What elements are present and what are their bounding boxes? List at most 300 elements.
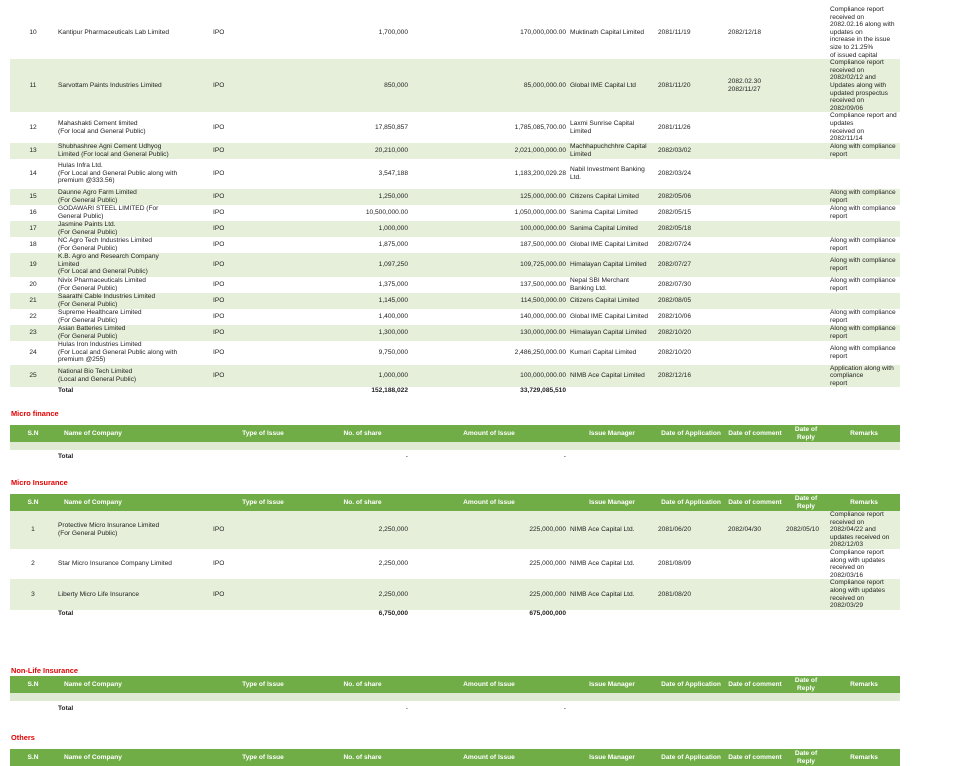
row-amount: 170,000,000.00 [410,6,568,59]
row-remarks [828,579,900,609]
row-company-name [56,309,211,325]
row-remarks-line: Along with compliance report [830,309,896,324]
row-remarks-line: 2082/04/22 and updates received on [830,526,890,541]
row-date-reply [784,189,828,205]
row-date-reply [784,365,828,388]
row-amount: 109,725,000.00 [410,253,568,277]
row-remarks [828,189,900,205]
row-company-name [56,143,211,159]
hdr-date-comment: Date of comment [726,494,784,511]
hdr-sn: S.N [10,425,56,442]
row-date-reply [784,205,828,221]
row-sn: 2 [10,549,56,579]
table-row [10,549,900,579]
row-shares: 1,250,000 [315,189,410,205]
row-amount: 140,000,000.00 [410,309,568,325]
row-date-application: 2081/11/20 [656,59,726,112]
row-company-name-line: General Public) [58,212,104,220]
row-issue-type: IPO [211,309,315,325]
non-life-total-amount: - [410,701,568,715]
row-sn: 15 [10,189,56,205]
row-amount: 1,050,000,000.00 [410,205,568,221]
row-date-comment [726,549,784,579]
row-date-reply [784,143,828,159]
row-company-name-line: Saarathi Cable Industries Limited [58,293,156,301]
row-company-name-line: Shubhashree Agni Cement Udhyog [58,143,162,151]
row-company-name [56,325,211,341]
row-amount: 85,000,000.00 [410,59,568,112]
table-row [10,205,900,221]
row-date-application: 2081/06/20 [656,511,726,549]
row-shares: 10,500,000.00 [315,205,410,221]
row-company-name [56,341,211,365]
row-company-name-line: (For General Public) [58,316,118,324]
row-company-name [56,549,211,579]
main-total-shares: 152,188,022 [315,387,410,395]
micro-finance-title: Micro finance [11,409,59,419]
row-issue-manager: NIMB Ace Capital Ltd. [568,511,656,549]
row-remarks-line: 2082/02/12 and Updates along with [830,74,887,89]
row-issue-manager: NIMB Ace Capital Ltd. [568,579,656,609]
row-company-name [56,365,211,388]
micro-finance-table [10,425,900,464]
row-remarks-line: Along with compliance report [830,345,896,360]
row-company-name-line: (For local and General Public) [58,127,146,135]
hdr-name: Name of Company [56,749,211,766]
row-date-comment [726,579,784,609]
hdr-amount: Amount of Issue [410,425,568,442]
row-sn: 20 [10,277,56,293]
hdr-sn: S.N [10,494,56,511]
row-company-name-line: K.B. Agro and Research Company [58,253,159,261]
row-amount: 225,000,000 [410,579,568,609]
hdr-date-reply: Date of Reply [784,425,828,442]
row-date-reply [784,579,828,609]
row-issue-manager: Himalayan Capital Limited [568,253,656,277]
others-header [10,749,900,766]
row-remarks-line: received on 2082/03/16 [830,564,865,579]
row-issue-type: IPO [211,365,315,388]
row-issue-type: IPO [211,205,315,221]
row-amount: 100,000,000.00 [410,221,568,237]
hdr-manager: Issue Manager [568,494,656,511]
row-date-comment [726,237,784,253]
row-remarks [828,6,900,59]
row-company-name-line: Nivix Pharmaceuticals Limited [58,277,146,285]
row-date-comment [726,112,784,142]
main-total-amount: 33,729,085,510 [410,387,568,395]
row-issue-manager: Muktinath Capital Limited [568,6,656,59]
table-row [10,143,900,159]
row-company-name [56,579,211,609]
row-amount: 100,000,000.00 [410,365,568,388]
row-issue-type: IPO [211,6,315,59]
hdr-name: Name of Company [56,494,211,511]
hdr-date-comment: Date of comment [726,425,784,442]
row-date-reply [784,237,828,253]
row-sn: 1 [10,511,56,549]
row-remarks [828,159,900,189]
hdr-shares: No. of share [315,494,410,511]
row-date-comment [726,365,784,388]
row-sn: 25 [10,365,56,388]
row-sn: 18 [10,237,56,253]
row-issue-manager: Global IME Capital Limited [568,237,656,253]
row-date-reply [784,341,828,365]
row-shares: 1,000,000 [315,365,410,388]
micro-finance-total-label: Total [56,450,211,464]
table-row [10,511,900,549]
row-issue-type: IPO [211,325,315,341]
row-date-application: 2081/08/09 [656,549,726,579]
row-company-name [56,59,211,112]
row-issue-manager: Global IME Capital Limited [568,309,656,325]
row-sn: 17 [10,221,56,237]
row-sn: 12 [10,112,56,142]
hdr-sn: S.N [10,676,56,693]
row-company-name-line: (For General Public) [58,284,118,292]
table-row [10,253,900,277]
row-remarks-line: report [830,379,848,387]
row-remarks [828,59,900,112]
row-remarks-line: Compliance report received on [830,59,884,74]
row-remarks-line: received on 2082/11/14 [830,127,865,143]
row-amount: 1,785,085,700.00 [410,112,568,142]
row-date-comment [726,341,784,365]
row-remarks-line: received on 2082/03/29 [830,594,865,610]
row-company-name-line: (Local and General Public) [58,376,137,384]
table-row [10,325,900,341]
table-row [10,6,900,59]
row-issue-manager: Sanima Capital Limited [568,205,656,221]
row-date-application: 2082/07/27 [656,253,726,277]
hdr-type: Type of Issue [211,749,315,766]
row-remarks-line: of issued capital [830,51,878,59]
row-company-name [56,112,211,142]
row-company-name-line: premium @255) [58,356,106,364]
row-remarks-line: increase in the issue size to 21.25% [830,36,891,51]
row-issue-manager: Laxmi Sunrise Capital Limited [568,112,656,142]
micro-insurance-total-label: Total [56,610,211,618]
row-issue-manager: Sanima Capital Limited [568,221,656,237]
micro-finance-total-shares: - [315,450,410,464]
row-date-application: 2082/07/24 [656,237,726,253]
row-shares: 850,000 [315,59,410,112]
main-total-label: Total [56,387,211,395]
row-company-name-line: National Bio Tech Limited [58,368,133,376]
row-shares: 1,300,000 [315,325,410,341]
row-remarks-line: Compliance report along with updates [830,549,885,564]
row-remarks [828,253,900,277]
row-date-reply [784,112,828,142]
row-company-name-line: Mahashakti Cement limited [58,119,138,127]
hdr-date-app: Date of Application [656,749,726,766]
row-date-application: 2082/05/15 [656,205,726,221]
micro-insurance-header [10,494,900,511]
row-company-name [56,6,211,59]
row-issue-manager: Global IME Capital Ltd [568,59,656,112]
hdr-name: Name of Company [56,676,211,693]
table-row [10,341,900,365]
row-shares: 17,850,857 [315,112,410,142]
hdr-date-comment: Date of comment [726,676,784,693]
row-company-name-line: Kantipur Pharmaceuticals Lab Limited [58,28,170,36]
row-date-application: 2081/11/26 [656,112,726,142]
table-row [10,293,900,309]
non-life-table [10,676,900,715]
hdr-manager: Issue Manager [568,425,656,442]
row-date-comment [726,277,784,293]
row-issue-manager: Kumari Capital Limited [568,341,656,365]
row-date-application: 2082/07/30 [656,277,726,293]
row-shares: 9,750,000 [315,341,410,365]
micro-insurance-table [10,494,900,617]
row-remarks-line: Along with compliance report [830,205,896,220]
row-shares: 3,547,188 [315,159,410,189]
row-remarks [828,511,900,549]
hdr-remarks: Remarks [828,425,900,442]
row-shares: 2,250,000 [315,511,410,549]
row-date-reply [784,325,828,341]
row-shares: 1,145,000 [315,293,410,309]
row-amount: 225,000,000 [410,549,568,579]
row-remarks-line: Along with compliance report [830,325,896,340]
non-life-total-label: Total [56,701,211,715]
row-date-comment [726,143,784,159]
micro-finance-total-row [10,450,900,464]
row-date-reply [784,159,828,189]
row-remarks-line: Application along with compliance [830,364,894,380]
row-company-name-line: Hulas Infra Ltd. [58,162,103,170]
hdr-date-app: Date of Application [656,425,726,442]
row-date-comment [726,253,784,277]
non-life-title: Non-Life Insurance [11,666,78,676]
row-issue-type: IPO [211,511,315,549]
row-company-name-line: (For Local and General Public) [58,268,148,276]
row-shares: 20,210,000 [315,143,410,159]
hdr-date-app: Date of Application [656,494,726,511]
row-issue-manager: Citizens Capital Limited [568,189,656,205]
hdr-shares: No. of share [315,425,410,442]
row-company-name-line: NC Agro Tech Industries Limited [58,237,153,245]
row-shares: 1,375,000 [315,277,410,293]
row-sn: 22 [10,309,56,325]
row-company-name-line: Asian Batteries Limited [58,325,126,333]
hdr-manager: Issue Manager [568,749,656,766]
others-title: Others [11,733,35,743]
row-date-comment [726,159,784,189]
row-shares: 1,700,000 [315,6,410,59]
row-date-application: 2081/11/19 [656,6,726,59]
row-remarks [828,293,900,309]
hdr-amount: Amount of Issue [410,676,568,693]
row-date-reply: 2082/05/10 [784,511,828,549]
row-company-name-line: Sarvottam Paints Industries Limited [58,81,162,89]
row-issue-type: IPO [211,579,315,609]
row-shares: 1,400,000 [315,309,410,325]
row-amount: 187,500,000.00 [410,237,568,253]
micro-insurance-total-row [10,610,900,618]
row-date-reply [784,309,828,325]
row-sn: 16 [10,205,56,221]
row-amount: 137,500,000.00 [410,277,568,293]
row-company-name-line: (For General Public) [58,244,118,252]
hdr-date-reply: Date of Reply [784,676,828,693]
row-company-name [56,237,211,253]
row-company-name-line: (For Local and General Public along with [58,169,178,177]
row-remarks [828,143,900,159]
row-remarks-line: Along with compliance report [830,189,896,204]
row-date-comment [726,221,784,237]
row-sn: 3 [10,579,56,609]
row-company-name-line: (For Local and General Public along with [58,348,178,356]
row-remarks-line: Along with compliance report [830,257,896,272]
table-row [10,365,900,388]
micro-insurance-total-amount: 675,000,000 [410,610,568,618]
row-issue-type: IPO [211,253,315,277]
row-amount: 125,000,000.00 [410,189,568,205]
row-remarks [828,325,900,341]
row-remarks [828,309,900,325]
row-date-comment [726,309,784,325]
row-company-name-line: Star Micro Insurance Company Limited [58,560,172,568]
hdr-shares: No. of share [315,749,410,766]
hdr-remarks: Remarks [828,494,900,511]
row-company-name [56,205,211,221]
non-life-header [10,676,900,693]
hdr-date-reply: Date of Reply [784,749,828,766]
row-amount: 1,183,200,029.28 [410,159,568,189]
row-date-application: 2082/05/18 [656,221,726,237]
row-shares: 1,875,000 [315,237,410,253]
row-shares: 1,097,250 [315,253,410,277]
row-company-name [56,221,211,237]
row-sn: 19 [10,253,56,277]
row-date-reply [784,6,828,59]
row-date-application: 2082/10/06 [656,309,726,325]
row-company-name-line: Limited (For local and General Public) [58,150,169,158]
row-date-comment [726,189,784,205]
row-issue-type: IPO [211,221,315,237]
row-company-name-line: (For General Public) [58,530,118,538]
row-remarks-line: 2082.02.16 along with updates on [830,21,895,36]
row-company-name-line: Daunne Agro Farm Limited [58,189,137,197]
row-company-name-line: (For General Public) [58,196,118,204]
row-date-application: 2081/08/20 [656,579,726,609]
row-date-comment: 2082/12/18 [726,6,784,59]
hdr-date-app: Date of Application [656,676,726,693]
row-date-reply [784,293,828,309]
row-amount: 225,000,000 [410,511,568,549]
ipo-pipeline-sheet [10,6,900,766]
row-date-reply [784,253,828,277]
row-date-reply [784,221,828,237]
hdr-amount: Amount of Issue [410,749,568,766]
row-issue-type: IPO [211,277,315,293]
table-row [10,579,900,609]
row-issue-type: IPO [211,159,315,189]
row-remarks-line: 2082/09/06 [830,104,864,112]
row-amount: 114,500,000.00 [410,293,568,309]
row-sn: 24 [10,341,56,365]
table-row [10,159,900,189]
row-date-reply [784,59,828,112]
row-date-application: 2082/05/06 [656,189,726,205]
hdr-type: Type of Issue [211,676,315,693]
row-company-name-line: (For General Public) [58,332,118,340]
row-amount: 2,486,250,000.00 [410,341,568,365]
row-company-name-line: (For General Public) [58,300,118,308]
row-remarks-line: 2082/12/03 [830,541,864,549]
table-row [10,189,900,205]
hdr-sn: S.N [10,749,56,766]
non-life-total-shares: - [315,701,410,715]
row-amount: 2,021,000,000.00 [410,143,568,159]
row-date-application: 2082/08/05 [656,293,726,309]
row-company-name-line: GODAWARI STEEL LIMITED (For [58,205,159,213]
row-date-comment [726,325,784,341]
micro-finance-header [10,425,900,442]
row-company-name [56,159,211,189]
row-issue-manager: NIMB Ace Capital Limited [568,365,656,388]
row-remarks [828,112,900,142]
row-remarks-line: Along with compliance report [830,237,896,252]
row-company-name-line: Limited [58,260,80,268]
row-date-application: 2082/10/20 [656,341,726,365]
row-company-name [56,293,211,309]
row-issue-manager: NIMB Ace Capital Ltd. [568,549,656,579]
non-life-total-row [10,701,900,715]
row-company-name [56,511,211,549]
row-issue-type: IPO [211,59,315,112]
row-issue-type: IPO [211,112,315,142]
row-company-name-line: Liberty Micro Life Insurance [58,590,139,598]
row-date-reply [784,549,828,579]
row-remarks [828,237,900,253]
row-remarks-line: Along with compliance report [830,143,896,158]
micro-insurance-total-shares: 6,750,000 [315,610,410,618]
row-shares: 2,250,000 [315,549,410,579]
row-sn: 21 [10,293,56,309]
row-shares: 2,250,000 [315,579,410,609]
row-company-name-line: Hulas Iron Industries Limited [58,341,142,349]
main-ipo-table [10,6,900,395]
row-remarks [828,365,900,388]
hdr-date-reply: Date of Reply [784,494,828,511]
table-row [10,59,900,112]
row-issue-manager: Nabil Investment Banking Ltd. [568,159,656,189]
main-total-row [10,387,900,395]
row-issue-manager: Citizens Capital Limited [568,293,656,309]
row-remarks-line: Compliance report received on [830,6,884,21]
row-sn: 14 [10,159,56,189]
row-remarks-line: Compliance report and updates [830,112,897,127]
row-date-comment: 2082.02.30 2082/11/27 [726,59,784,112]
row-company-name [56,189,211,205]
hdr-remarks: Remarks [828,676,900,693]
row-date-comment [726,293,784,309]
row-sn: 11 [10,59,56,112]
row-issue-type: IPO [211,189,315,205]
row-date-application: 2082/03/24 [656,159,726,189]
row-issue-type: IPO [211,143,315,159]
micro-insurance-body [10,511,900,610]
row-company-name-line: premium @333.56) [58,177,115,185]
hdr-amount: Amount of Issue [410,494,568,511]
row-issue-type: IPO [211,293,315,309]
row-remarks [828,277,900,293]
row-company-name-line: Supreme Healthcare Limited [58,309,142,317]
